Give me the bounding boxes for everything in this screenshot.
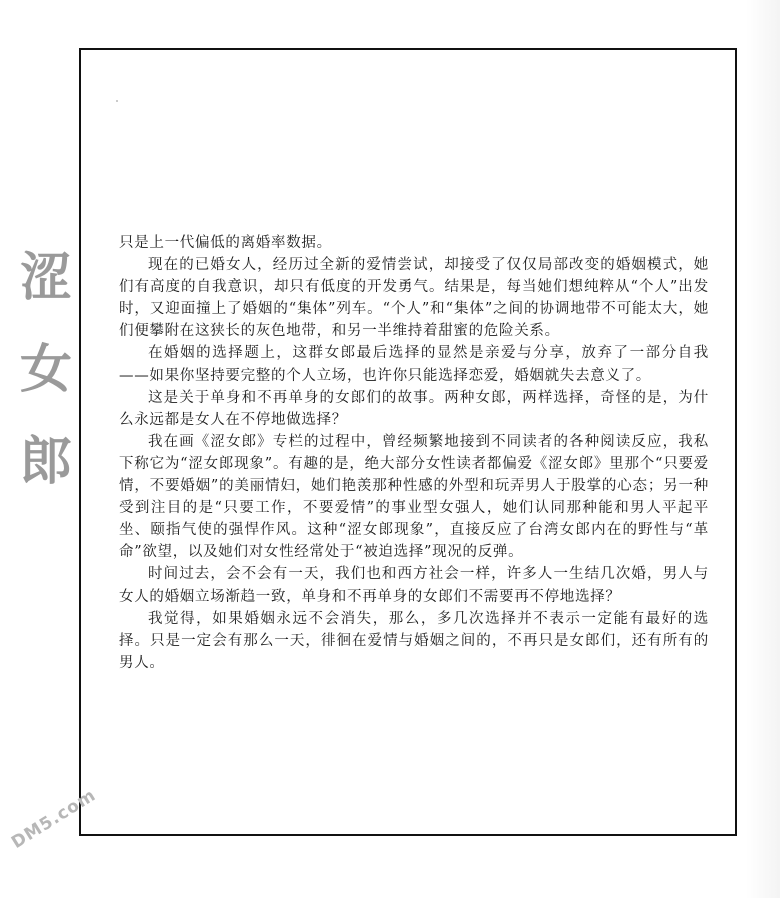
scan-edge-shadow bbox=[746, 0, 780, 898]
paragraph-2: 现在的已婚女人，经历过全新的爱情尝试，却接受了仅仅局部改变的婚姻模式，她们有高度的自我意识，却只有低度的开发勇气。结果是，每当她们想纯粹从“个人”出发时，又迎面撞上了婚姻的“集体”列车。“个人”和“集体”之间的协调地带不可能太大，她们便攀附在这狭长的灰色地带，和另一半维持着甜蜜的危险关系。 bbox=[119, 257, 709, 340]
article-body bbox=[119, 232, 709, 674]
title-char-1: 涩 bbox=[20, 247, 73, 308]
paragraph-5: 我在画《涩女郎》专栏的过程中，曾经频繁地接到不同读者的各种阅读反应，我私下称它为“涩女郎现象”。有趣的是，绝大部分女性读者都偏爱《涩女郎》里那个“只要爱情，不要婚姻”的美丽情妇，她们艳羡那种性感的外型和玩弄男人于股掌的心态；另一种受到注目的是“只要工作，不要爱情”的事业型女强人，她们认同那种能和男人平起平坐、颐指气使的强悍作风。这种“涩女郎现象”，直接反应了台湾女郎内在的野性与“革命”欲望，以及她们对女性经常处于“被迫选择”现况的反弹。 bbox=[119, 433, 709, 561]
paragraph-4: 这是关于单身和不再单身的女郎们的故事。两种女郎，两样选择，奇怪的是，为什么永远都是女人在不停地做选择？ bbox=[119, 389, 709, 428]
title-char-2: 女 bbox=[20, 339, 73, 400]
site-watermark: DM5.com bbox=[8, 785, 100, 853]
paragraph-7: 我觉得，如果婚姻永远不会消失，那么，多几次选择并不表示一定能有最好的选择。只是一定会有那么一天，徘徊在爱情与婚姻之间的，不再只是女郎们，还有所有的男人。 bbox=[119, 610, 709, 671]
paragraph-1: 只是上一代偏低的离婚率数据。 bbox=[119, 235, 332, 251]
title-char-3: 郎 bbox=[20, 431, 73, 492]
paragraph-3: 在婚姻的选择题上，这群女郎最后选择的显然是亲爱与分享，放弃了一部分自我——如果你坚持要完整的个人立场，也许你只能选择恋爱，婚姻就失去意义了。 bbox=[119, 345, 709, 384]
paragraph-6: 时间过去，会不会有一天，我们也和西方社会一样，许多人一生结几次婚，男人与女人的婚姻立场渐趋一致，单身和不再单身的女郎们不需要再不停地选择？ bbox=[119, 566, 709, 605]
vertical-book-title bbox=[20, 232, 72, 508]
